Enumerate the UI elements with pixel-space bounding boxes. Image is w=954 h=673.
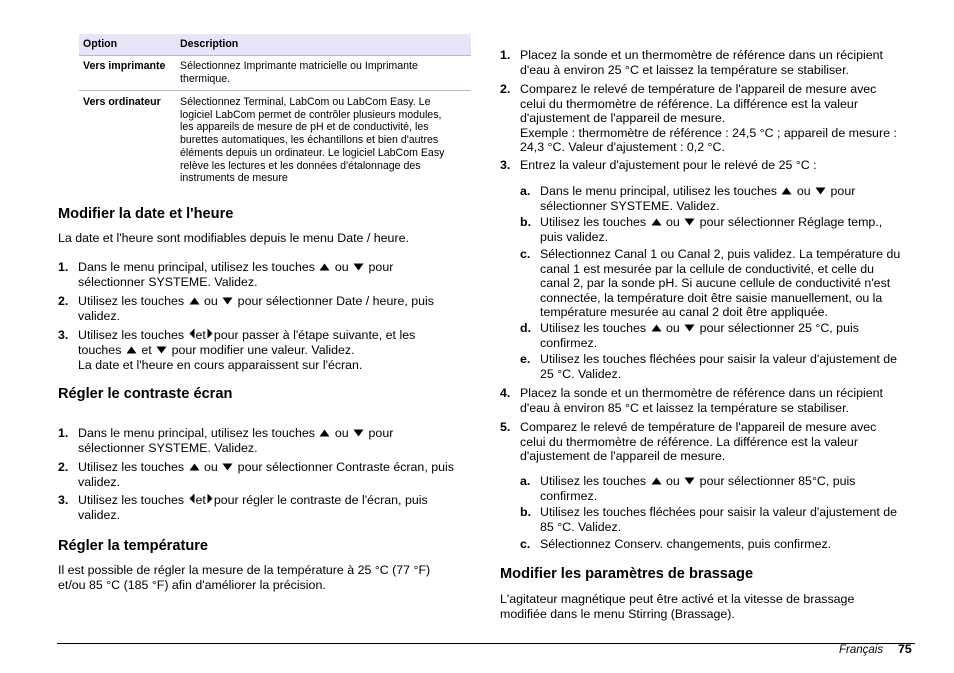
down-arrow-icon — [684, 474, 695, 489]
left-arrow-icon — [189, 493, 195, 508]
up-arrow-icon — [651, 321, 662, 336]
table-header-row — [79, 34, 471, 55]
step-number: 5. — [500, 420, 511, 434]
table-divider — [79, 55, 471, 56]
step-number: 3. — [58, 328, 69, 342]
section-intro: Il est possible de régler la mesure de la température à 25 °C (77 °F) et/ou 85 °C (185 °F) afin d'améliorer la précision. — [58, 563, 431, 592]
step-text: Utilisez les touches et pour passer à l'étape suivante, et les touches et pour modifier une valeur. Validez. La date et l'heure en cours apparaissent sur l'écran. — [78, 328, 416, 372]
right-arrow-icon — [207, 328, 213, 343]
substep-text: Utilisez les touches ou pour sélectionner 25 °C, puis confirmez. — [540, 321, 859, 350]
step-number: 2. — [58, 460, 69, 474]
up-arrow-icon — [651, 474, 662, 489]
table-header-description: Description — [180, 38, 239, 50]
table-row-option: Vers imprimante — [83, 60, 166, 72]
up-arrow-icon — [651, 215, 662, 230]
substep-text: Utilisez les touches ou pour sélectionner Réglage temp., puis validez. — [540, 215, 883, 244]
table-divider — [79, 90, 471, 91]
section-intro: La date et l'heure sont modifiables depuis le menu Date / heure. — [58, 231, 409, 245]
section-title-temperature: Régler la température — [58, 538, 209, 554]
up-arrow-icon — [189, 460, 200, 475]
table-row-option: Vers ordinateur — [83, 96, 161, 108]
step-number: 1. — [58, 426, 69, 440]
page-number: 75 — [898, 642, 912, 656]
substep-letter: c. — [520, 247, 531, 261]
substep-letter: a. — [520, 474, 531, 488]
up-arrow-icon — [781, 184, 792, 199]
step-text: Entrez la valeur d'ajustement pour le relevé de 25 °C : — [520, 158, 817, 172]
step-number: 3. — [58, 493, 69, 507]
down-arrow-icon — [353, 426, 364, 441]
down-arrow-icon — [222, 460, 233, 475]
section-title-contraste: Régler le contraste écran — [58, 386, 233, 402]
table-row-description: Sélectionnez Terminal, LabCom ou LabCom Easy. Le logiciel LabCom permet de contrôler plusieurs modules, les appareils de mesure de pH et de conductivité, les burettes automatiques, les échantillons et bien d'autres éléments depuis un ordinateur. Le logiciel LabCom Easy relève les lectures et les données d'étalonnage des instruments de mesure — [180, 96, 445, 185]
step-number: 3. — [500, 158, 511, 172]
step-number: 1. — [58, 260, 69, 274]
substep-letter: b. — [520, 505, 532, 519]
substep-text: Sélectionnez Conserv. changements, puis confirmez. — [540, 537, 832, 551]
step-text: Utilisez les touches ou pour sélectionner Contraste écran, puis validez. — [78, 460, 454, 489]
step-text: Dans le menu principal, utilisez les touches ou pour sélectionner SYSTEME. Validez. — [78, 426, 394, 455]
right-arrow-icon — [207, 493, 213, 508]
step-text: Placez la sonde et un thermomètre de référence dans un récipient d'eau à environ 25 °C et laissez la température se stabiliser. — [520, 48, 883, 77]
substep-letter: a. — [520, 184, 531, 198]
substep-text: Utilisez les touches fléchées pour saisir la valeur d'ajustement de 25 °C. Validez. — [540, 352, 898, 381]
section-title-brassage: Modifier les paramètres de brassage — [500, 566, 754, 582]
section-title-date-heure: Modifier la date et l'heure — [58, 206, 234, 222]
up-arrow-icon — [319, 426, 330, 441]
up-arrow-icon — [319, 260, 330, 275]
step-text: Utilisez les touches ou pour sélectionner Date / heure, puis validez. — [78, 294, 434, 323]
left-arrow-icon — [189, 328, 195, 343]
down-arrow-icon — [684, 321, 695, 336]
substep-text: Utilisez les touches fléchées pour saisir la valeur d'ajustement de 85 °C. Validez. — [540, 505, 898, 534]
down-arrow-icon — [684, 215, 695, 230]
step-number: 4. — [500, 386, 511, 400]
up-arrow-icon — [189, 294, 200, 309]
footer-language: Français — [839, 644, 884, 656]
down-arrow-icon — [815, 184, 826, 199]
table-row-description: Sélectionnez Imprimante matricielle ou Imprimante thermique. — [180, 60, 418, 85]
substep-letter: c. — [520, 537, 531, 551]
substep-letter: d. — [520, 321, 532, 335]
substep-letter: b. — [520, 215, 532, 229]
step-number: 2. — [500, 82, 511, 96]
step-text: Comparez le relevé de température de l'appareil de mesure avec celui du thermomètre de référence. La différence est la valeur d'ajustement de l'appareil de mesure. Exemple : thermomètre de référence : 24,5 °C ; appareil de mesure : 24,3 °C. Valeur d'ajustement : 0,2 °C. — [520, 82, 897, 154]
substep-text: Dans le menu principal, utilisez les touches ou pour sélectionner SYSTEME. Validez. — [540, 184, 856, 213]
step-number: 2. — [58, 294, 69, 308]
step-number: 1. — [500, 48, 511, 62]
down-arrow-icon — [156, 343, 167, 358]
table-header-option: Option — [83, 38, 118, 50]
step-text: Comparez le relevé de température de l'appareil de mesure avec celui du thermomètre de référence. La différence est la valeur d'ajustement de l'appareil de mesure. — [520, 420, 877, 463]
section-intro: L'agitateur magnétique peut être activé et la vitesse de brassage modifiée dans le menu Stirring (Brassage). — [500, 592, 855, 621]
substep-text: Sélectionnez Canal 1 ou Canal 2, puis validez. La température du canal 1 est mesurée par la cellule de conductivité, et celle du canal 2, par la sonde pH. Si aucune cellule de conductivité n'est connectée, la température doit être saisie manuellement, ou la température mesurée au canal 2 doit être appliquée. — [540, 247, 901, 319]
footer-rule — [57, 643, 915, 644]
substep-text: Utilisez les touches ou pour sélectionner 85°C, puis confirmez. — [540, 474, 856, 503]
substep-letter: e. — [520, 352, 531, 366]
step-text: Dans le menu principal, utilisez les touches ou pour sélectionner SYSTEME. Validez. — [78, 260, 394, 289]
down-arrow-icon — [353, 260, 364, 275]
down-arrow-icon — [222, 294, 233, 309]
step-text: Placez la sonde et un thermomètre de référence dans un récipient d'eau à environ 85 °C et laissez la température se stabiliser. — [520, 386, 883, 415]
up-arrow-icon — [126, 343, 137, 358]
step-text: Utilisez les touches et pour régler le contraste de l'écran, puis validez. — [78, 493, 428, 522]
